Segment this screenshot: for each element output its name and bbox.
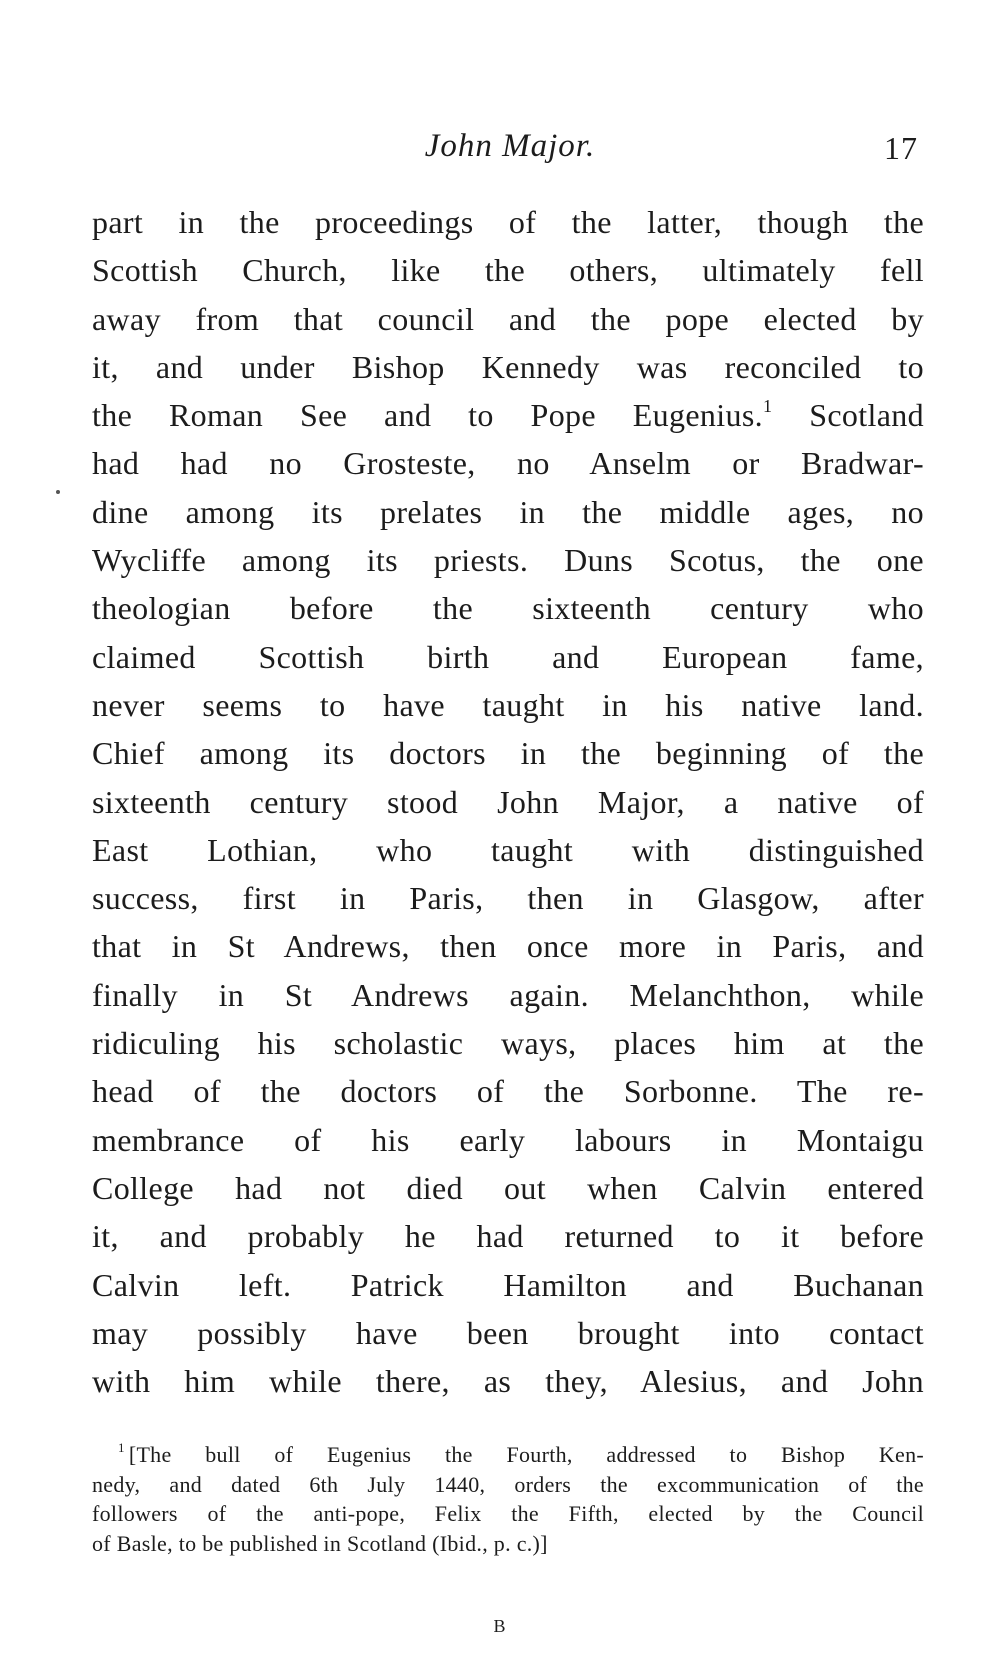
- text-line: may possibly have been brought into contact: [92, 1314, 924, 1351]
- text-line: sixteenth century stood John Major, a native of: [92, 783, 924, 820]
- page-number: 17: [884, 130, 918, 166]
- text-line: head of the doctors of the Sorbonne. The re-: [92, 1073, 924, 1110]
- text-line: East Lothian, who taught with distinguished: [92, 831, 924, 868]
- text-line-part: the Roman See and to Pope Eugenius.: [92, 397, 764, 434]
- text-line: Chief among its doctors in the beginning of the: [92, 735, 924, 772]
- footnote: [92, 1440, 924, 1558]
- text-line: Scottish Church, like the others, ultimately fell: [92, 252, 924, 289]
- footnote-line-text: [The bull of Eugenius the Fourth, addressed to Bishop Ken-: [128, 1442, 924, 1467]
- footnote-line: [92, 1440, 924, 1470]
- text-line: it, and probably he had returned to it before: [92, 1218, 924, 1255]
- text-line-with-footnote-ref: [92, 391, 924, 439]
- running-head: [90, 128, 930, 168]
- footnote-line: followers of the anti-pope, Felix the Fifth, elected by the Council: [92, 1501, 924, 1526]
- text-line: that in St Andrews, then once more in Paris, and: [92, 928, 924, 965]
- text-line: it, and under Bishop Kennedy was reconciled to: [92, 348, 924, 385]
- text-line: Wycliffe among its priests. Duns Scotus, the one: [92, 542, 924, 579]
- running-title: John Major.: [424, 128, 596, 164]
- signature-mark: B: [493, 1616, 507, 1636]
- text-line: membrance of his early labours in Montaigu: [92, 1121, 924, 1158]
- text-line: claimed Scottish birth and European fame,: [92, 638, 924, 675]
- body-text: [92, 198, 924, 1405]
- footnote-marker: 1: [118, 1440, 125, 1455]
- footnote-reference[interactable]: 1: [763, 396, 773, 417]
- text-line: dine among its prelates in the middle ages, no: [92, 493, 924, 530]
- footnote-line: nedy, and dated 6th July 1440, orders the excommunication of the: [92, 1471, 924, 1497]
- text-line-part: Scotland: [809, 397, 924, 434]
- margin-speck: [56, 490, 60, 494]
- text-line: never seems to have taught in his native land.: [92, 686, 924, 723]
- text-line: finally in St Andrews again. Melanchthon, while: [92, 976, 924, 1013]
- text-line: away from that council and the pope elected by: [92, 300, 924, 337]
- text-line: with him while there, as they, Alesius, and John: [92, 1363, 924, 1400]
- text-line: College had not died out when Calvin entered: [92, 1169, 924, 1206]
- text-line: part in the proceedings of the latter, though the: [92, 204, 924, 240]
- footnote-line: of Basle, to be published in Scotland (Ibid., p. c.)]: [92, 1530, 548, 1556]
- text-line: ridiculing his scholastic ways, places him at the: [92, 1025, 924, 1062]
- text-line: Calvin left. Patrick Hamilton and Buchanan: [92, 1266, 924, 1303]
- text-line: had had no Grosteste, no Anselm or Bradwar-: [92, 445, 924, 482]
- text-line: theologian before the sixteenth century who: [92, 590, 924, 627]
- text-line: success, first in Paris, then in Glasgow, after: [92, 880, 924, 917]
